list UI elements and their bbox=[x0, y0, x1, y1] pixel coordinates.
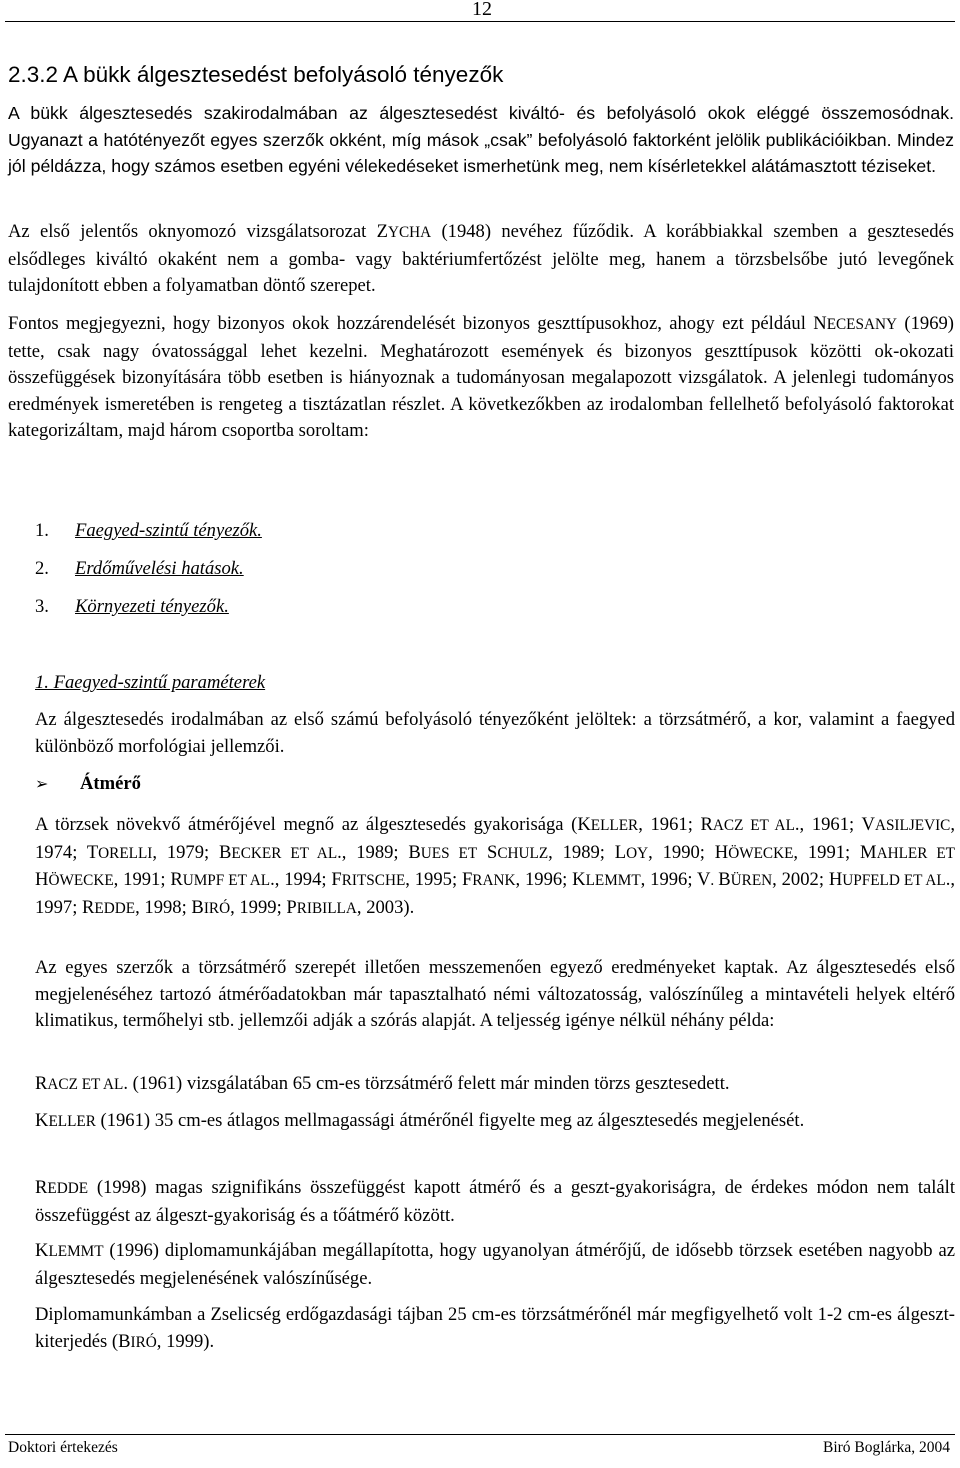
paragraph-authors: Az egyes szerzők a törzsátmérő szerepét illetően messzemenően egyező eredményeket kaptak. Az álgesztesedés első megjelenéséhez tartozó átmérőadatokban már tapasztalható némi változatosság, valószínűleg a mintavételi helyek eltérő klimatikus, termőhelyi stb. jellemzői adják a szórás alapját. A teljesség igénye nélkül néhány példa: bbox=[35, 957, 955, 1031]
subsection-heading: 1. Faegyed-szintű paraméterek bbox=[35, 672, 266, 693]
bullet-atmero: ➢ Átmérő bbox=[35, 773, 141, 794]
toc-item-1: 1. Faegyed-szintű tényezők. bbox=[35, 520, 262, 541]
arrow-bullet-icon: ➢ bbox=[35, 776, 49, 793]
paragraph-diplomamunka: Diplomamunkámban a Zselicség erdőgazdasági tájban 25 cm-es törzsátmérőnél már megfigyelhető volt 1-2 cm-es álgeszt-kiterjedés (BIRÓ, 1999). bbox=[35, 1304, 955, 1352]
section-heading: 2.3.2 A bükk álgesztesedést befolyásoló tényezők bbox=[8, 62, 504, 87]
paragraph-subsection-intro: Az álgesztesedés irodalmában az első számú befolyásoló tényezőként jelöltek: a törzsátmérő, a kor, valamint a faegyed különböző morfológiai jellemzői. bbox=[35, 709, 955, 757]
toc-item-3: 3. Környezeti tényezők. bbox=[35, 596, 229, 617]
footer-rule bbox=[5, 1434, 955, 1435]
paragraph-keller: KELLER (1961) 35 cm-es átlagos mellmagassági átmérőnél figyelte meg az álgesztesedés megjelenését. bbox=[35, 1110, 805, 1131]
footer-author-year: Biró Boglárka, 2004 bbox=[823, 1439, 950, 1456]
paragraph-racz: RACZ ET AL. (1961) vizsgálatában 65 cm-es törzsátmérő felett már minden törzs gesztesedett. bbox=[35, 1073, 730, 1094]
header-rule bbox=[5, 21, 955, 22]
page-number: 12 bbox=[472, 0, 492, 20]
paragraph-necesany: Fontos megjegyezni, hogy bizonyos okok hozzárendelését bizonyos geszttípusokhoz, ahogy ezt például NECESANY (1969) tette, csak nagy óvatossággal lehet kezelni. Meghatározott események és bizonyos geszttípusok közötti ok-okozati összefüggések bizonyítására több esetben is hiányoznak a tudományosan megalapozott vizsgálatok. A jelenlegi tudományos eredmények ismeretében is rengeteg a tisztázatlan részlet. A következőkben az irodalomban fellelhető befolyásoló faktorokat kategorizáltam, majd három csoportba soroltam: bbox=[8, 313, 954, 441]
toc-item-2: 2. Erdőművelési hatások. bbox=[35, 558, 244, 579]
paragraph-klemmt: KLEMMT (1996) diplomamunkájában megállapította, hogy ugyanolyan átmérőjű, de idősebb törzsek esetében nagyobb az álgesztesedés megjelenésének valószínűsége. bbox=[35, 1240, 955, 1289]
paragraph-intro: A bükk álgesztesedés szakirodalmában az álgesztesedést kiváltó- és befolyásoló okok eléggé összemosódnak. Ugyanazt a hatótényezőt egyes szerzők okként, míg mások „csak” befolyásoló faktorként jelölik publikációikban. Mindez jól példázza, hogy számos esetben egyéni vélekedéseket ismerhetünk meg, nem kísérletekkel alátámasztott téziseket. bbox=[8, 103, 954, 176]
paragraph-references: A törzsek növekvő átmérőjével megnő az álgesztesedés gyakorisága (KELLER, 1961; RACZ ET AL., 1961; VASILJEVIC, 1974; TORELLI, 1979; BECKER ET AL., 1989; BUES ET SCHULZ, 1989; LOY, 1990; HÖWECKE, 1991; MAHLER ET HÖWECKE, 1991; RUMPF ET AL., 1994; FRITSCHE, 1995; FRANK, 1996; KLEMMT, 1996; V. BÜREN, 2002; HUPFELD ET AL., 1997; REDDE, 1998; BIRÓ, 1999; PRIBILLA, 2003). bbox=[35, 814, 955, 918]
paragraph-redde: REDDE (1998) magas szignifikáns összefüggést kapott átmérő és a geszt-gyakoriságra, de érdekes módon nem talált összefüggést az álgeszt-gyakoriság és a tőátmérő között. bbox=[35, 1177, 955, 1226]
footer-document-type: Doktori értekezés bbox=[8, 1439, 118, 1456]
paragraph-zycha: Az első jelentős oknyomozó vizsgálatsorozat ZYCHA (1948) nevéhez fűződik. A korábbiakkal szemben a gesztesedés elsődleges kiváltó okaként nem a gomba- vagy baktériumfertőzést jelölte meg, hanem a törzsbelsőbe jutó levegőnek tulajdonított ebben a folyamatban döntő szerepet. bbox=[8, 221, 954, 296]
